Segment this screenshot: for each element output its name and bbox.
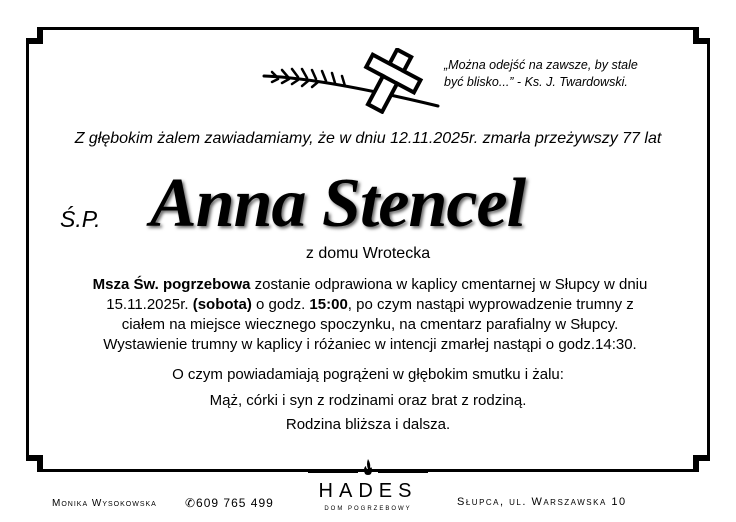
death-announcement: Z głębokim żalem zawiadamiamy, że w dniu 12.11.2025r. zmarła przeżywszy 77 lat [74,130,662,147]
quote-line: „Można odejść na zawsze, by stale [444,58,638,72]
mass-day: (sobota) [192,296,252,313]
prefix-sp: Ś.P. [60,206,101,232]
mass-time: 15:00 [309,296,348,313]
relatives-line: Rodzina bliższa i dalsza. [285,416,451,433]
quote-line: być blisko...” - Ks. J. Twardowski. [444,75,628,89]
burial-line: ciałem na miejsce wiecznego spoczynku, na cmentarz parafialny w Słupcy. [121,316,619,333]
mass-label: Msza Św. pogrzebowa [92,276,251,293]
mass-text: , po czym nastąpi wyprowadzenie trumny z [347,296,634,313]
cross-with-palm-icon [262,48,442,114]
hades-logo [300,456,436,516]
mass-date: 15.11.2025r. [106,296,193,313]
closing-line: O czym powiadamiają pogrążeni w głębokim smutku i żalu: [172,366,564,383]
mass-text: o godz. [251,296,310,313]
family-line: Mąż, córki i syn z rodzinami oraz brat z rodziną. [209,392,527,409]
deceased-name: Anna Stencel [150,165,526,242]
footer-contact-name: Monika Wysokowska [52,498,157,509]
flame-icon [362,458,374,476]
footer-address: Słupca, ul. Warszawska 10 [457,496,627,508]
quote [444,57,684,91]
logo-subtitle: DOM POGRZEBOWY [324,506,412,512]
maiden-name: z domu Wrotecka [305,245,431,262]
footer-phone: ✆609 765 499 [185,496,274,510]
funeral-details [60,275,680,355]
logo-name: HADES [318,480,418,502]
mass-text: zostanie odprawiona w kaplicy cmentarnej w Słupcy w dniu [250,276,648,293]
viewing-line: Wystawienie trumny w kaplicy i różaniec w intencji zmarłej nastąpi o godz.14:30. [103,336,637,353]
